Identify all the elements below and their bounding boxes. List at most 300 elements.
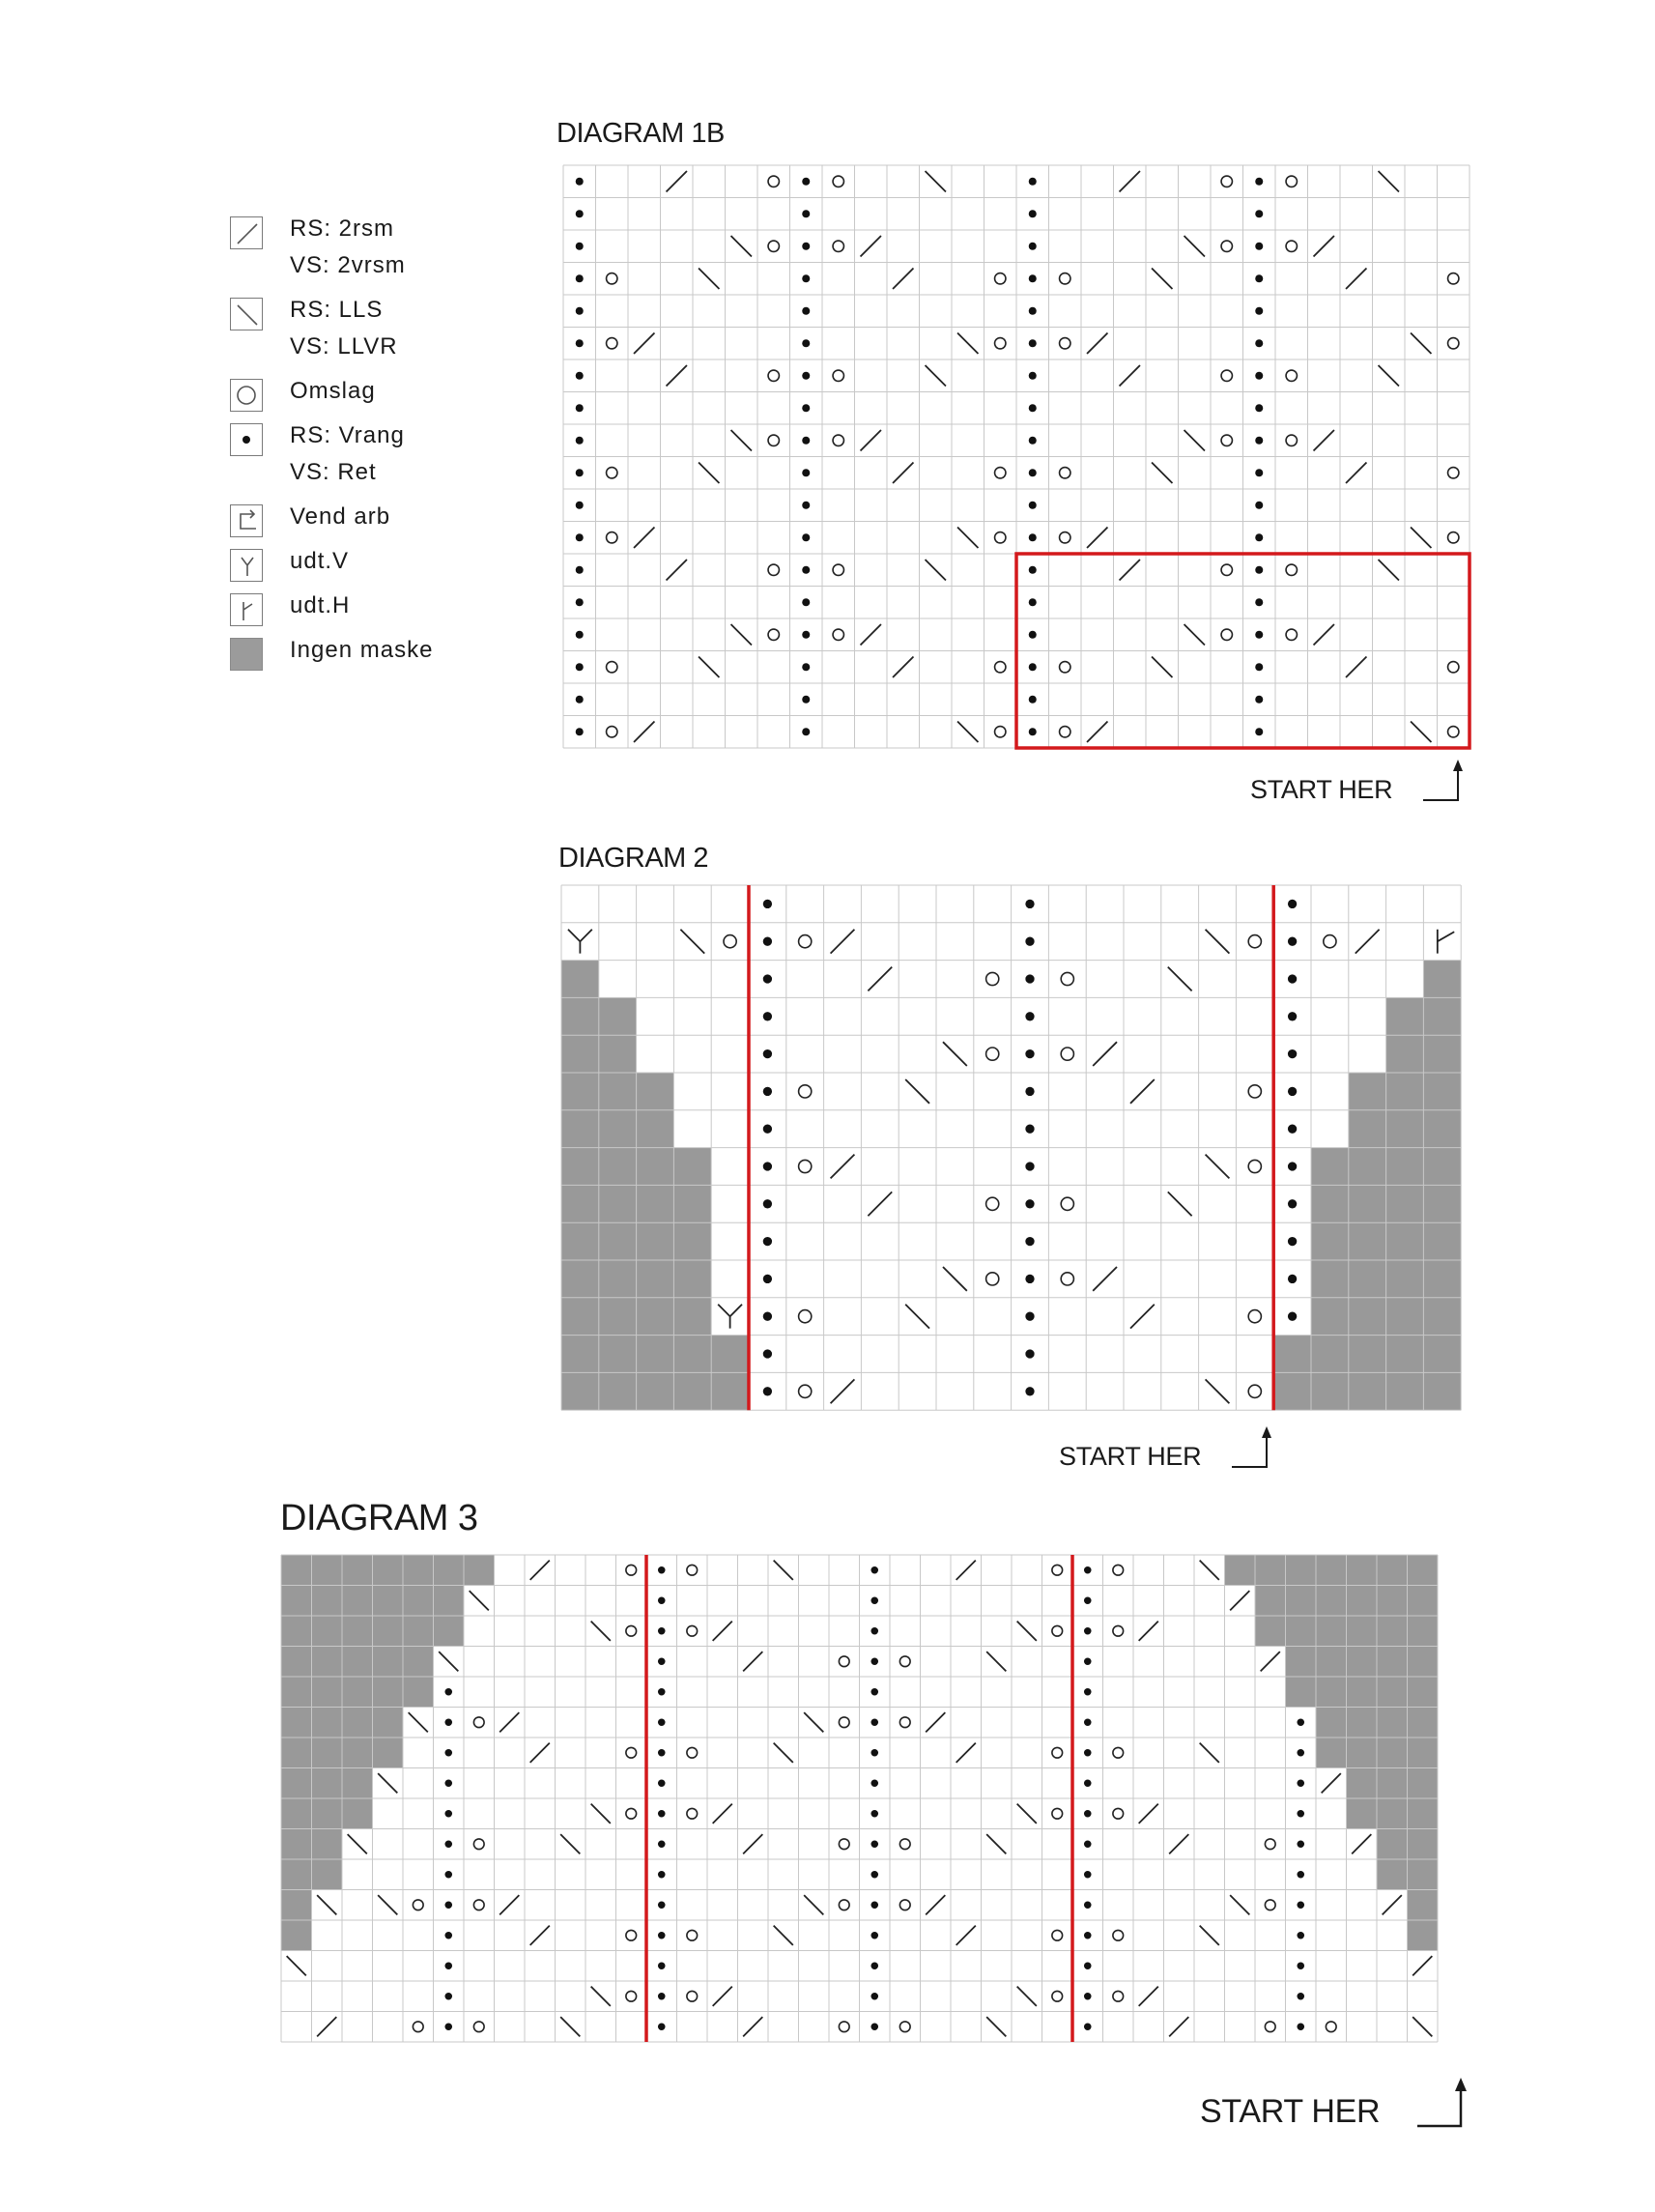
no-stitch-cell	[1386, 1073, 1424, 1110]
purl-dot	[1297, 1749, 1304, 1757]
no-stitch-cell	[1286, 1677, 1317, 1708]
purl-dot	[870, 1596, 878, 1604]
diagram-2-start-label: START HER	[1059, 1442, 1202, 1471]
purl-dot	[1084, 1779, 1092, 1787]
purl-dot	[1255, 566, 1263, 574]
purl-dot	[1029, 339, 1037, 347]
no-stitch-cell	[312, 1647, 343, 1678]
purl-dot	[1029, 437, 1037, 445]
purl-dot	[763, 1237, 772, 1246]
no-stitch-cell	[1386, 1222, 1424, 1260]
purl-dot	[1255, 598, 1263, 606]
no-stitch-cell	[1408, 1920, 1439, 1951]
no-stitch-cell	[561, 1260, 599, 1298]
purl-dot	[444, 1871, 452, 1879]
purl-dot	[444, 2023, 452, 2030]
no-stitch-cell	[342, 1798, 373, 1829]
purl-dot	[802, 566, 810, 574]
no-stitch-cell	[434, 1616, 465, 1647]
purl-dot	[802, 502, 810, 509]
diagram-3-title: DIAGRAM 3	[280, 1498, 478, 1538]
no-stitch-cell	[281, 1829, 312, 1860]
no-stitch-cell	[673, 1298, 711, 1336]
purl-dot	[658, 1749, 666, 1757]
diagram-2-title: DIAGRAM 2	[558, 843, 709, 874]
no-stitch-cell	[637, 1073, 674, 1110]
no-stitch-cell	[673, 1372, 711, 1410]
purl-dot	[1084, 1749, 1092, 1757]
no-stitch-cell	[281, 1859, 312, 1890]
no-stitch-cell	[281, 1920, 312, 1951]
purl-dot	[576, 243, 584, 250]
no-stitch-cell	[1423, 961, 1461, 998]
purl-dot	[1029, 598, 1037, 606]
purl-dot	[870, 1566, 878, 1574]
no-stitch-cell	[1349, 1298, 1386, 1336]
no-stitch-cell	[1255, 1555, 1286, 1586]
no-stitch-cell	[1377, 1555, 1408, 1586]
purl-dot	[1288, 1162, 1297, 1170]
purl-dot	[1255, 372, 1263, 380]
purl-dot	[1029, 178, 1037, 186]
purl-dot	[1297, 1962, 1304, 1969]
no-stitch-cell	[1408, 1890, 1439, 1921]
no-stitch-cell	[1347, 1768, 1378, 1799]
purl-dot	[1025, 1349, 1034, 1358]
purl-dot	[1084, 1962, 1092, 1969]
purl-dot	[1025, 1162, 1034, 1170]
purl-dot	[1025, 937, 1034, 946]
purl-dot	[763, 1049, 772, 1058]
purl-dot	[576, 663, 584, 671]
purl-dot	[1029, 210, 1037, 217]
no-stitch-cell	[1386, 1148, 1424, 1186]
no-stitch-cell	[1347, 1798, 1378, 1829]
purl-dot	[576, 728, 584, 735]
purl-dot	[1297, 1932, 1304, 1939]
no-stitch-cell	[561, 1073, 599, 1110]
purl-dot	[870, 1901, 878, 1909]
purl-dot	[1288, 1125, 1297, 1134]
no-stitch-cell	[599, 1222, 637, 1260]
purl-dot	[1084, 1596, 1092, 1604]
no-stitch-cell	[561, 997, 599, 1035]
no-stitch-cell	[673, 1148, 711, 1186]
purl-dot	[763, 1162, 772, 1170]
no-stitch-cell	[1316, 1708, 1347, 1738]
purl-dot	[576, 307, 584, 315]
legend-label: RS: 2rsm VS: 2vrsm	[290, 215, 406, 278]
no-stitch-cell	[637, 1336, 674, 1373]
no-stitch-cell	[1273, 1372, 1311, 1410]
purl-dot	[1288, 1012, 1297, 1020]
purl-dot	[1025, 1237, 1034, 1246]
no-stitch-cell	[1408, 1708, 1439, 1738]
purl-dot	[1297, 1871, 1304, 1879]
no-stitch-cell	[1377, 1586, 1408, 1617]
no-stitch-cell	[1347, 1555, 1378, 1586]
no-stitch-cell	[1377, 1738, 1408, 1768]
no-stitch-cell	[599, 1185, 637, 1222]
no-stitch-cell	[312, 1616, 343, 1647]
no-stitch-cell	[1408, 1586, 1439, 1617]
no-stitch-cell	[1386, 1260, 1424, 1298]
purl-dot	[658, 2023, 666, 2030]
no-stitch-cell	[599, 1073, 637, 1110]
no-stitch-cell	[1316, 1586, 1347, 1617]
no-stitch-cell	[1377, 1647, 1408, 1678]
no-stitch-cell	[342, 1616, 373, 1647]
purl-dot	[1029, 696, 1037, 704]
purl-dot	[1084, 1840, 1092, 1848]
no-stitch-cell	[342, 1647, 373, 1678]
no-stitch-cell	[1311, 1185, 1349, 1222]
no-stitch-cell	[1349, 1073, 1386, 1110]
no-stitch-cell	[1423, 1336, 1461, 1373]
purl-dot	[658, 1657, 666, 1665]
no-stitch-cell	[312, 1829, 343, 1860]
purl-dot	[1288, 900, 1297, 908]
purl-dot	[802, 307, 810, 315]
purl-dot	[1255, 631, 1263, 639]
no-stitch-cell	[1408, 1859, 1439, 1890]
purl-dot	[1288, 1237, 1297, 1246]
purl-dot	[870, 1657, 878, 1665]
purl-dot	[576, 372, 584, 380]
dot-icon	[230, 423, 263, 456]
purl-dot	[763, 1312, 772, 1321]
legend-label: RS: LLS VS: LLVR	[290, 297, 398, 359]
no-stitch-cell	[1423, 1073, 1461, 1110]
no-stitch-cell	[1423, 1035, 1461, 1073]
no-stitch-cell	[1423, 1298, 1461, 1336]
purl-dot	[1255, 307, 1263, 315]
legend-label: Ingen maske	[290, 637, 434, 663]
purl-dot	[1025, 1012, 1034, 1020]
purl-dot	[870, 1749, 878, 1757]
no-stitch-cell	[1347, 1708, 1378, 1738]
no-stitch-cell	[1286, 1555, 1317, 1586]
circle-icon	[230, 379, 263, 412]
purl-dot	[444, 1962, 452, 1969]
purl-dot	[1025, 1275, 1034, 1283]
purl-dot	[1084, 1810, 1092, 1818]
purl-dot	[576, 274, 584, 282]
purl-dot	[1255, 178, 1263, 186]
purl-dot	[1029, 663, 1037, 671]
no-stitch-cell	[1377, 1616, 1408, 1647]
purl-dot	[444, 1810, 452, 1818]
no-stitch-cell	[312, 1708, 343, 1738]
no-stitch-cell	[1377, 1708, 1408, 1738]
slash-left-icon	[230, 298, 263, 330]
purl-dot	[1255, 243, 1263, 250]
purl-dot	[1025, 1387, 1034, 1395]
no-stitch-cell	[1386, 997, 1424, 1035]
no-stitch-cell	[1225, 1555, 1256, 1586]
no-stitch-cell	[373, 1555, 404, 1586]
no-stitch-cell	[1286, 1647, 1317, 1678]
purl-dot	[576, 178, 584, 186]
no-stitch-cell	[373, 1586, 404, 1617]
no-stitch-cell	[637, 1298, 674, 1336]
purl-dot	[576, 598, 584, 606]
purl-dot	[1255, 437, 1263, 445]
no-stitch-cell	[373, 1616, 404, 1647]
legend-label: udt.H	[290, 592, 351, 618]
no-stitch-cell	[637, 1185, 674, 1222]
purl-dot	[1255, 404, 1263, 412]
no-stitch-cell	[281, 1738, 312, 1768]
no-stitch-cell	[281, 1708, 312, 1738]
no-stitch-cell	[1377, 1677, 1408, 1708]
no-stitch-cell	[434, 1555, 465, 1586]
no-stitch-cell	[403, 1616, 434, 1647]
no-stitch-cell	[1408, 1768, 1439, 1799]
no-stitch-cell	[281, 1890, 312, 1921]
no-stitch-cell	[561, 1110, 599, 1148]
purl-dot	[1255, 663, 1263, 671]
no-stitch-cell	[599, 1298, 637, 1336]
diagram-1b-title: DIAGRAM 1B	[556, 118, 725, 149]
no-stitch-cell	[1377, 1829, 1408, 1860]
purl-dot	[658, 1993, 666, 2000]
purl-dot	[1084, 1627, 1092, 1635]
no-stitch-cell	[312, 1586, 343, 1617]
no-stitch-cell	[312, 1859, 343, 1890]
purl-dot	[1255, 728, 1263, 735]
purl-dot	[1029, 404, 1037, 412]
no-stitch-cell	[1386, 1372, 1424, 1410]
purl-dot	[1025, 1199, 1034, 1208]
no-stitch-cell	[403, 1647, 434, 1678]
purl-dot	[1288, 1199, 1297, 1208]
purl-dot	[658, 1871, 666, 1879]
purl-dot	[763, 1199, 772, 1208]
purl-dot	[1084, 2023, 1092, 2030]
no-stitch-cell	[673, 1260, 711, 1298]
no-stitch-cell	[711, 1372, 749, 1410]
purl-dot	[802, 469, 810, 476]
purl-dot	[444, 1718, 452, 1726]
purl-dot	[802, 663, 810, 671]
purl-dot	[658, 1596, 666, 1604]
purl-dot	[658, 1810, 666, 1818]
no-stitch-cell	[561, 1148, 599, 1186]
purl-dot	[444, 1779, 452, 1787]
no-stitch-cell	[1423, 1372, 1461, 1410]
turn-arrow-icon	[230, 504, 263, 537]
no-stitch-cell	[637, 1372, 674, 1410]
purl-dot	[802, 339, 810, 347]
purl-dot	[870, 1779, 878, 1787]
no-stitch-cell	[673, 1336, 711, 1373]
no-stitch-cell	[1386, 1035, 1424, 1073]
purl-dot	[1029, 502, 1037, 509]
purl-dot	[1255, 274, 1263, 282]
no-stitch-cell	[1316, 1616, 1347, 1647]
no-stitch-cell	[1311, 1260, 1349, 1298]
no-stitch-cell	[599, 997, 637, 1035]
diagram-2-chart	[560, 884, 1464, 1413]
purl-dot	[576, 533, 584, 541]
no-stitch-cell	[1408, 1738, 1439, 1768]
no-stitch-cell	[673, 1185, 711, 1222]
no-stitch-cell	[561, 1298, 599, 1336]
no-stitch-cell	[1347, 1677, 1378, 1708]
no-stitch-cell	[342, 1555, 373, 1586]
no-stitch-cell	[1311, 1222, 1349, 1260]
no-stitch-cell	[1408, 1616, 1439, 1647]
purl-dot	[1084, 1901, 1092, 1909]
no-stitch-cell	[281, 1555, 312, 1586]
purl-dot	[1025, 974, 1034, 983]
no-stitch-cell	[1311, 1372, 1349, 1410]
no-stitch-cell	[1273, 1336, 1311, 1373]
no-stitch-cell	[1408, 1829, 1439, 1860]
slash-right-icon	[230, 216, 263, 249]
no-stitch-cell	[281, 1586, 312, 1617]
no-stitch-cell	[599, 1336, 637, 1373]
legend-label: Omslag	[290, 378, 376, 404]
purl-dot	[1025, 1125, 1034, 1134]
no-stitch-cell	[1423, 1185, 1461, 1222]
no-stitch-cell	[1408, 1555, 1439, 1586]
inc-right-icon	[230, 593, 263, 626]
no-stitch-cell	[1349, 1222, 1386, 1260]
purl-dot	[802, 243, 810, 250]
purl-dot	[444, 1840, 452, 1848]
purl-dot	[658, 1627, 666, 1635]
legend-label: Vend arb	[290, 503, 391, 530]
no-stitch-cell	[403, 1586, 434, 1617]
no-stitch-cell	[637, 1260, 674, 1298]
purl-dot	[1297, 1901, 1304, 1909]
purl-dot	[763, 974, 772, 983]
purl-dot	[763, 937, 772, 946]
no-stitch-cell	[434, 1586, 465, 1617]
inc-left-icon	[230, 549, 263, 582]
no-stitch-cell	[373, 1708, 404, 1738]
no-stitch-cell	[312, 1738, 343, 1768]
start-arrow-icon	[1227, 1424, 1275, 1473]
no-stitch-cell	[1408, 1798, 1439, 1829]
purl-dot	[1029, 469, 1037, 476]
purl-dot	[870, 1688, 878, 1696]
no-stitch-cell	[281, 1647, 312, 1678]
purl-dot	[1029, 566, 1037, 574]
no-stitch-cell	[561, 961, 599, 998]
purl-dot	[658, 1901, 666, 1909]
purl-dot	[763, 900, 772, 908]
no-stitch-cell	[1316, 1677, 1347, 1708]
purl-dot	[763, 1275, 772, 1283]
no-stitch-cell	[711, 1336, 749, 1373]
no-stitch-cell	[561, 1185, 599, 1222]
no-stitch-cell	[342, 1768, 373, 1799]
no-stitch-cell	[464, 1555, 495, 1586]
start-arrow-icon	[1412, 2076, 1470, 2134]
purl-dot	[576, 437, 584, 445]
no-stitch-cell	[1349, 1372, 1386, 1410]
purl-dot	[1084, 1871, 1092, 1879]
no-stitch-cell	[312, 1768, 343, 1799]
no-stitch-cell	[1286, 1586, 1317, 1617]
purl-dot	[1297, 1718, 1304, 1726]
no-stitch-cell	[599, 1035, 637, 1073]
diagram-1b-start-label: START HER	[1250, 775, 1393, 804]
diagram-3-start-label: START HER	[1200, 2093, 1381, 2130]
no-stitch-cell	[1255, 1586, 1286, 1617]
diagram-3-chart	[280, 1554, 1441, 2045]
purl-dot	[444, 1749, 452, 1757]
no-stitch-cell	[1377, 1859, 1408, 1890]
no-stitch-cell	[1423, 1110, 1461, 1148]
no-stitch-cell	[1386, 1185, 1424, 1222]
no-stitch-cell	[403, 1677, 434, 1708]
purl-dot	[1288, 1087, 1297, 1096]
no-stitch-cell	[637, 1222, 674, 1260]
purl-dot	[1029, 631, 1037, 639]
gray-square-icon	[230, 638, 263, 671]
no-stitch-cell	[561, 1035, 599, 1073]
purl-dot	[763, 1387, 772, 1395]
no-stitch-cell	[1408, 1677, 1439, 1708]
no-stitch-cell	[637, 1110, 674, 1148]
no-stitch-cell	[1255, 1616, 1286, 1647]
purl-dot	[658, 1566, 666, 1574]
no-stitch-cell	[1311, 1148, 1349, 1186]
purl-dot	[1255, 696, 1263, 704]
purl-dot	[870, 1932, 878, 1939]
no-stitch-cell	[1423, 1148, 1461, 1186]
no-stitch-cell	[312, 1798, 343, 1829]
purl-dot	[802, 631, 810, 639]
no-stitch-cell	[637, 1148, 674, 1186]
purl-dot	[1084, 1993, 1092, 2000]
purl-dot	[1288, 1275, 1297, 1283]
purl-dot	[870, 1627, 878, 1635]
purl-dot	[1288, 1049, 1297, 1058]
no-stitch-cell	[1311, 1298, 1349, 1336]
no-stitch-cell	[281, 1677, 312, 1708]
no-stitch-cell	[342, 1738, 373, 1768]
no-stitch-cell	[1349, 1336, 1386, 1373]
purl-dot	[802, 178, 810, 186]
no-stitch-cell	[1347, 1647, 1378, 1678]
purl-dot	[1084, 1657, 1092, 1665]
purl-dot	[1025, 900, 1034, 908]
purl-dot	[1297, 1993, 1304, 2000]
purl-dot	[444, 1993, 452, 2000]
no-stitch-cell	[373, 1647, 404, 1678]
purl-dot	[1029, 372, 1037, 380]
purl-dot	[1029, 533, 1037, 541]
purl-dot	[658, 1962, 666, 1969]
diagram-1b-chart	[562, 164, 1472, 751]
purl-dot	[870, 1810, 878, 1818]
no-stitch-cell	[599, 1260, 637, 1298]
no-stitch-cell	[1377, 1768, 1408, 1799]
legend-label: RS: Vrang VS: Ret	[290, 422, 405, 485]
no-stitch-cell	[1377, 1798, 1408, 1829]
purl-dot	[1084, 1688, 1092, 1696]
no-stitch-cell	[561, 1222, 599, 1260]
purl-dot	[802, 533, 810, 541]
purl-dot	[1029, 728, 1037, 735]
purl-dot	[1255, 502, 1263, 509]
purl-dot	[870, 1871, 878, 1879]
